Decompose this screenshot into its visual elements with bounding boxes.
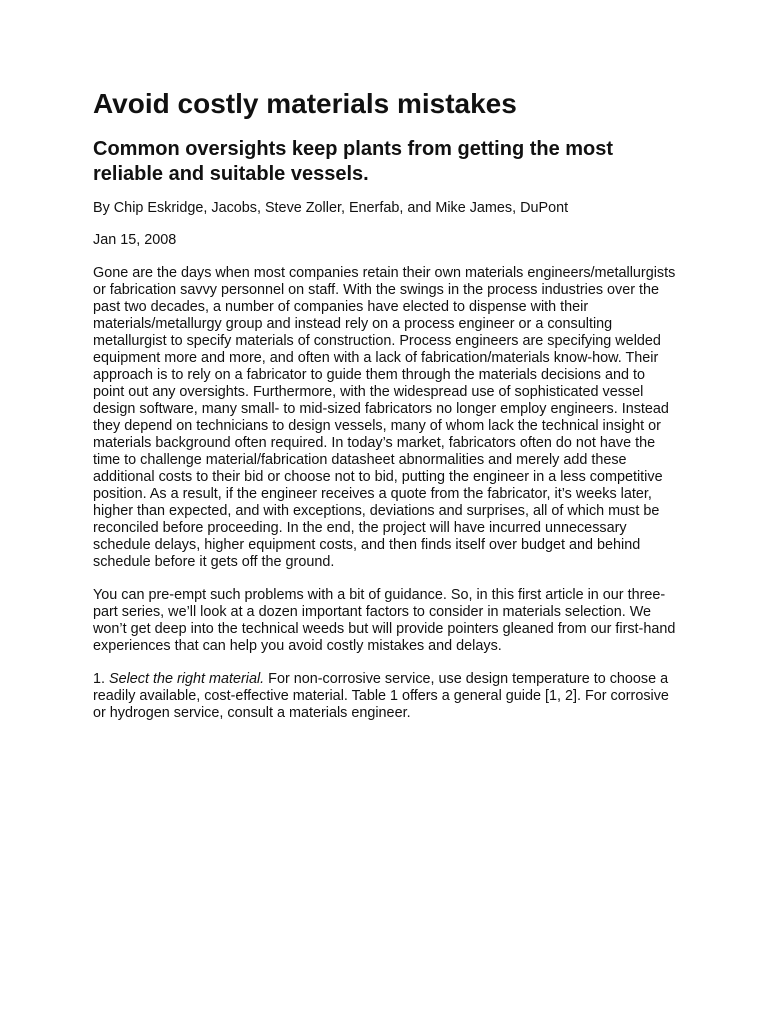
- list-item-select-material: [93, 671, 678, 722]
- article-subtitle: Common oversights keep plants from getting the most reliable and suitable vessels.: [93, 138, 614, 185]
- article-byline: By Chip Eskridge, Jacobs, Steve Zoller, Enerfab, and Mike James, DuPont: [93, 200, 569, 216]
- list-item-heading: Select the right material.: [109, 671, 265, 687]
- document-page: [93, 86, 678, 722]
- list-item-body: For non-corrosive service, use design temperature to choose a readily available, cost-effective material. Table 1 offers a general guide [1, 2]. For corrosive or hydrogen service, consult a materials engineer.: [93, 671, 669, 721]
- article-title: Avoid costly materials mistakes: [93, 88, 517, 119]
- list-item-number: 1.: [93, 671, 109, 687]
- paragraph-guidance: You can pre-empt such problems with a bit of guidance. So, in this first article in our three-part series, we’ll look at a dozen important factors to consider in materials selection. We won’t get deep into the technical weeds but will provide pointers gleaned from our first-hand experiences that can help you avoid costly mistakes and delays.: [93, 587, 676, 654]
- paragraph-intro: Gone are the days when most companies retain their own materials engineers/metallurgists or fabrication savvy personnel on staff. With the swings in the process industries over the past two decades, a number of companies have elected to dispense with their materials/metallurgy group and instead rely on a process engineer or a consulting metallurgist to specify materials of construction. Process engineers are specifying welded equipment more and more, and often with a lack of fabrication/materials know-how. Their approach is to rely on a fabricator to guide them through the materials decisions and to point out any oversights. Furthermore, with the widespread use of sophisticated vessel design software, many small- to mid-sized fabricators no longer employ engineers. Instead they depend on technicians to design vessels, many of whom lack the technical insight or materials background often required. In today’s market, fabricators often do not have the time to challenge material/fabrication datasheet abnormalities and merely add these additional costs to their bid or choose not to bid, putting the engineer in a less competitive position. As a result, if the engineer receives a quote from the fabricator, it’s weeks later, higher than expected, and with exceptions, deviations and surprises, all of which must be reconciled before proceeding. In the end, the project will have incurred unnecessary schedule delays, higher equipment costs, and then finds itself over budget and behind schedule before it gets off the ground.: [93, 265, 676, 570]
- article-date: Jan 15, 2008: [93, 232, 177, 248]
